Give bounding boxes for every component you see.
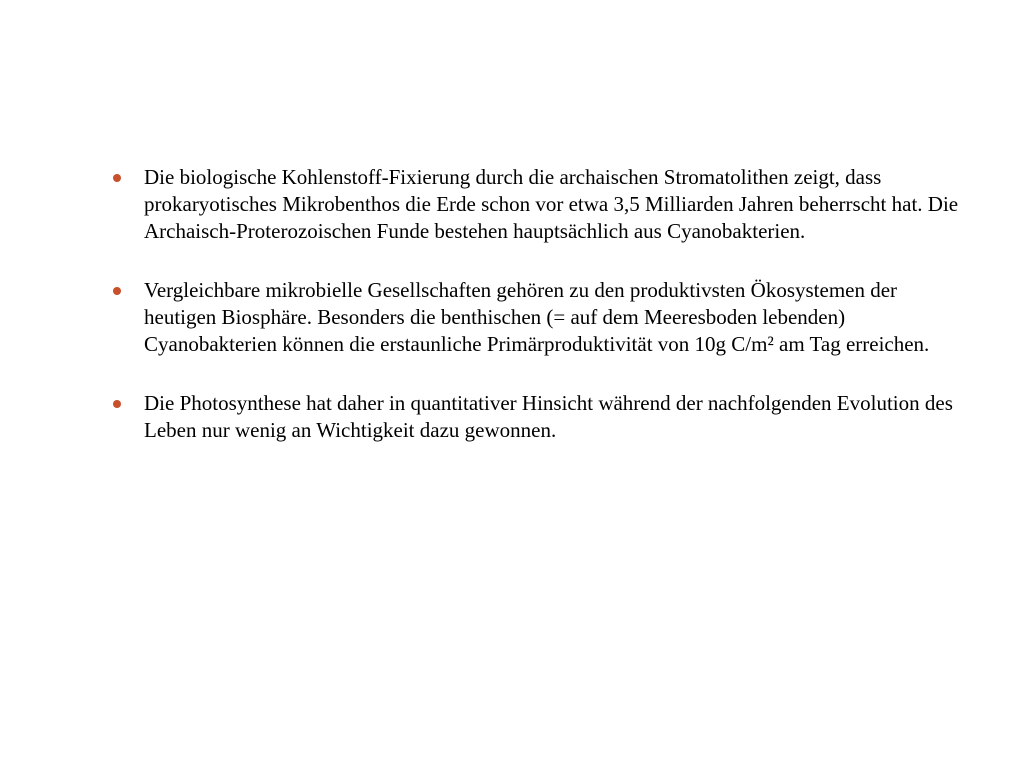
bullet-text: Die Photosynthese hat daher in quantitativer Hinsicht während der nachfolgenden Evolution des Leben nur wenig an Wichtigkeit dazu gewonnen. <box>144 391 953 442</box>
bullet-list <box>110 164 960 444</box>
bullet-dot-icon <box>113 400 121 408</box>
bullet-dot-icon <box>113 287 121 295</box>
bullet-dot-icon <box>113 174 121 182</box>
bullet-item <box>110 277 960 358</box>
slide-content <box>110 164 960 476</box>
bullet-item <box>110 390 960 444</box>
bullet-item <box>110 164 960 245</box>
bullet-text: Die biologische Kohlenstoff-Fixierung durch die archaischen Stromatolithen zeigt, dass prokaryotisches Mikrobenthos die Erde schon vor etwa 3,5 Milliarden Jahren beherrscht hat. Die Archaisch-Proterozoischen Funde bestehen hauptsächlich aus Cyanobakterien. <box>144 165 959 243</box>
bullet-text: Vergleichbare mikrobielle Gesellschaften gehören zu den produktivsten Ökosystemen der heutigen Biosphäre. Besonders die benthischen (= auf dem Meeresboden lebenden) Cyanobakterien können die erstaunliche Primärproduktivität von 10g C/m² am Tag erreichen. <box>144 278 930 356</box>
